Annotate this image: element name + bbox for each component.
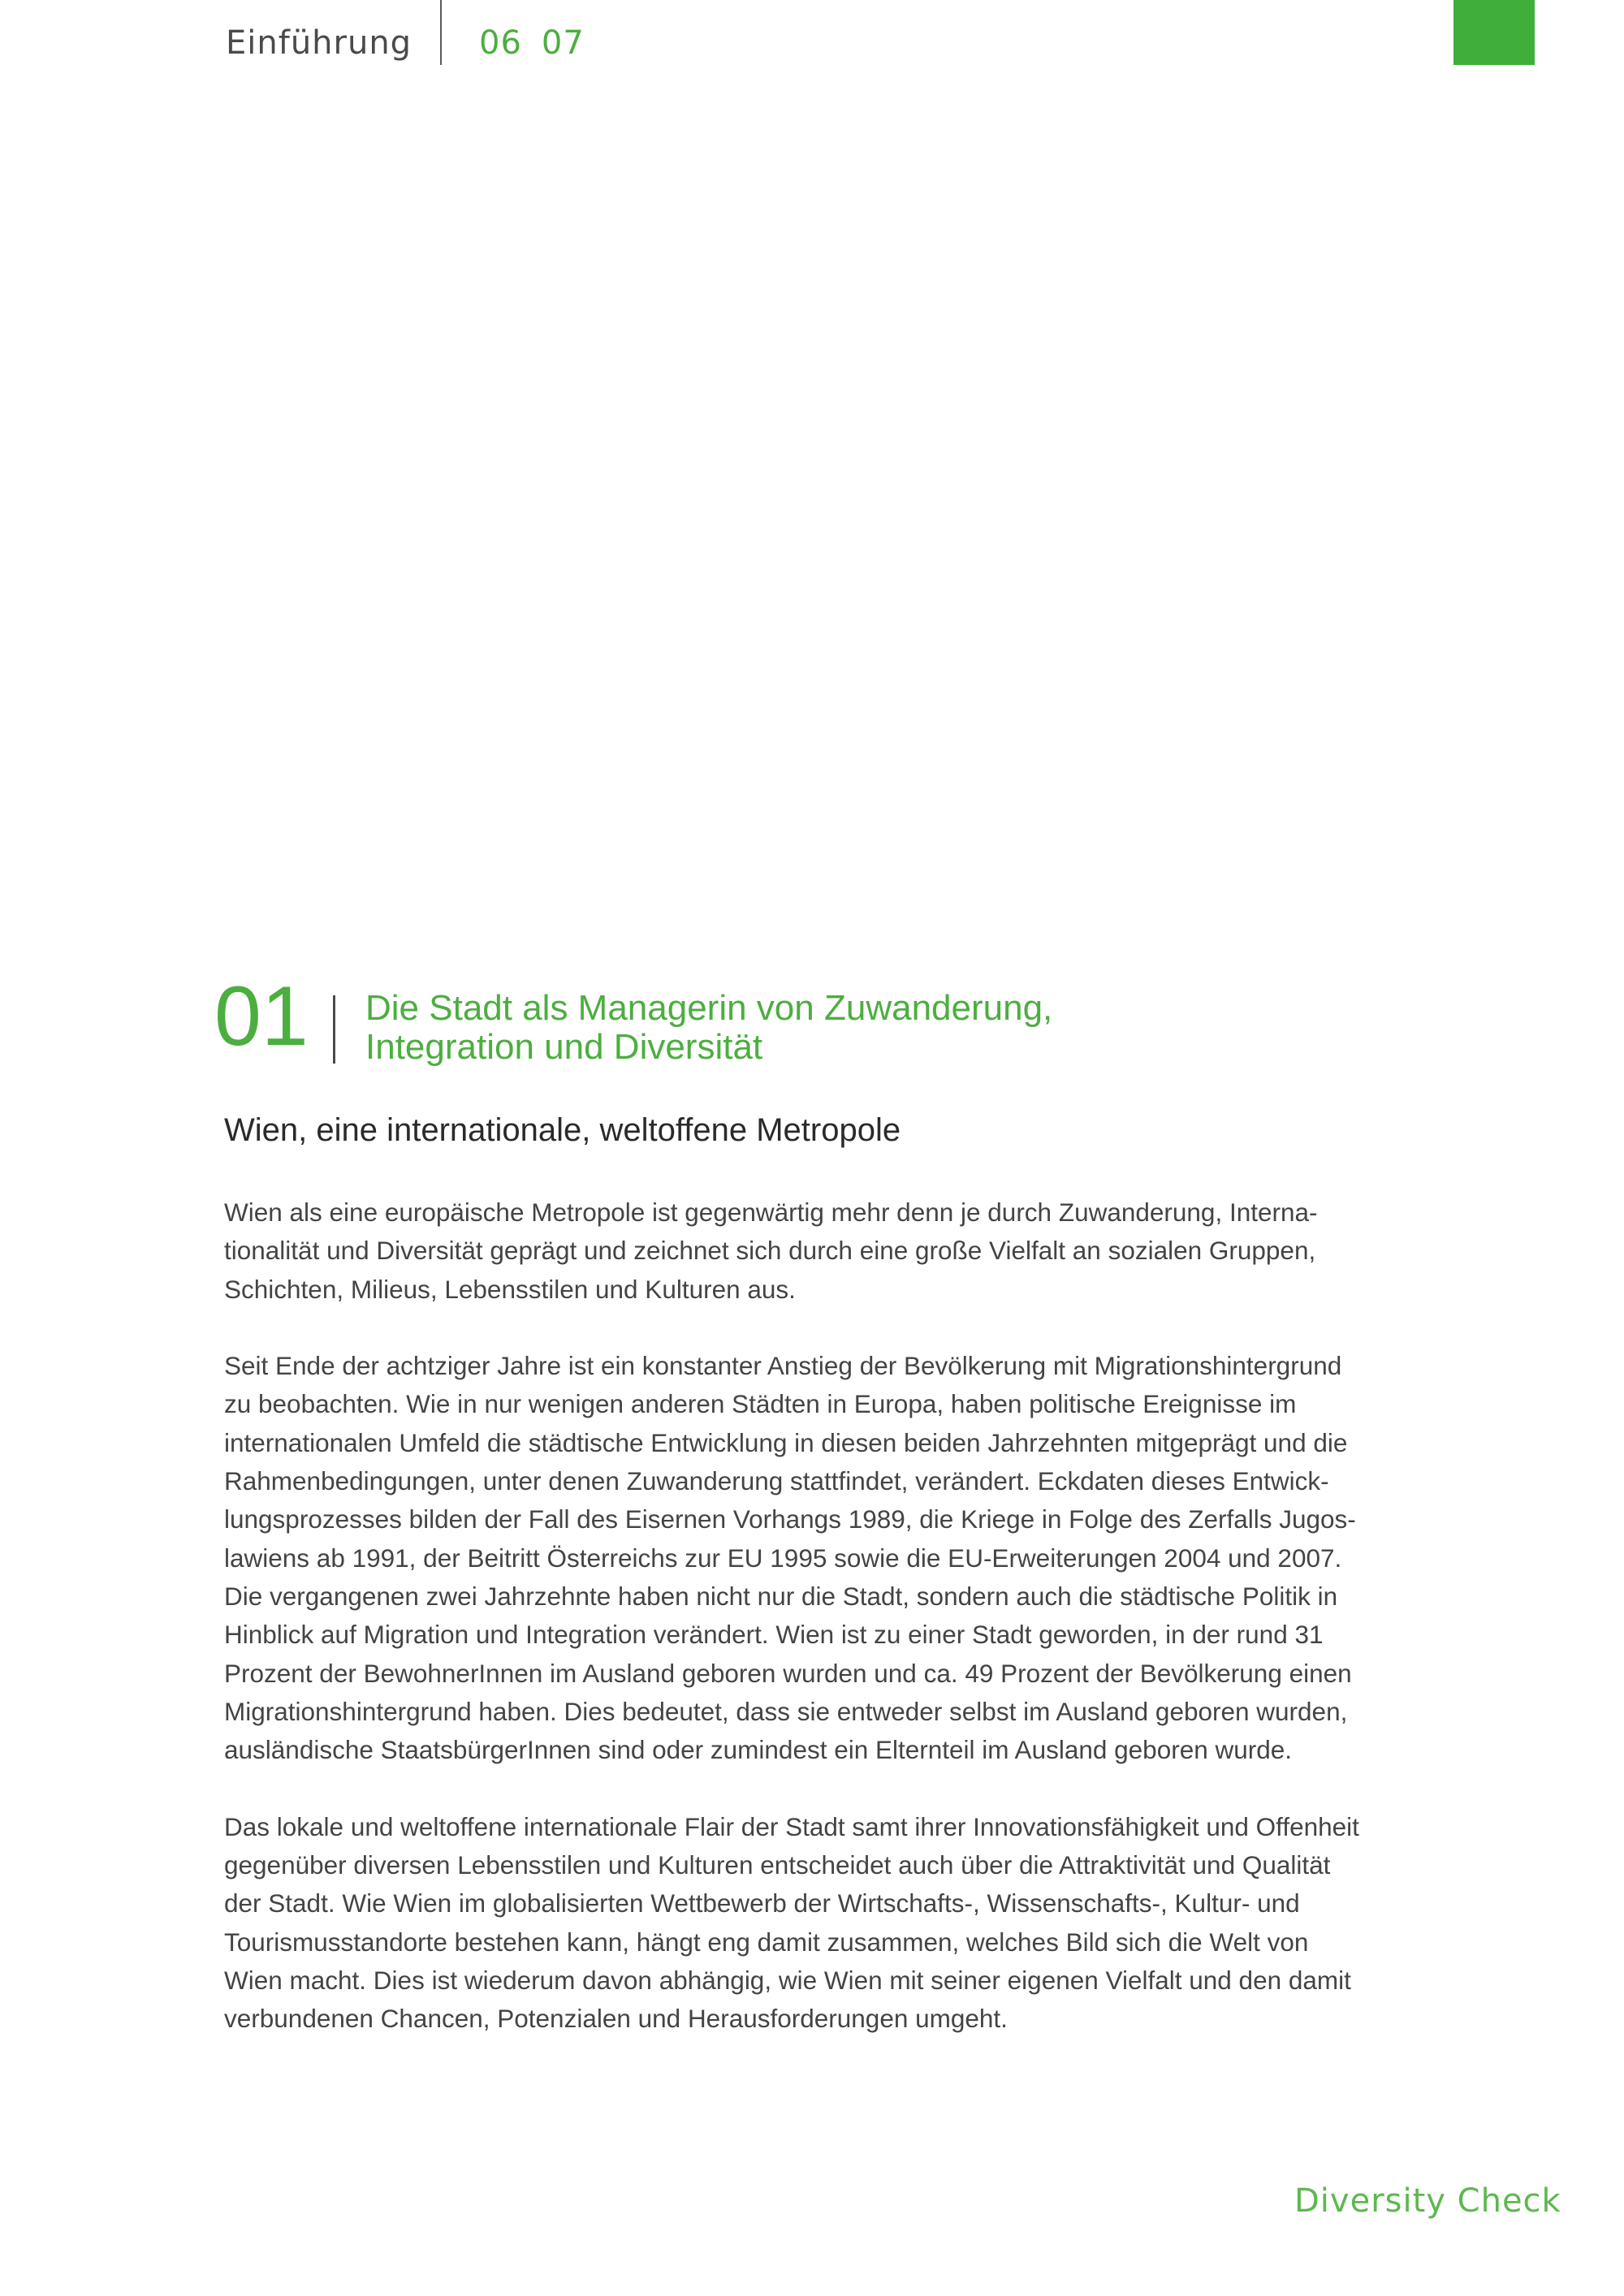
paragraph	[224, 1347, 1410, 1769]
text-line: Die vergangenen zwei Jahrzehnte haben nicht nur die Stadt, sondern auch die städtische Politik in	[224, 1581, 1338, 1611]
text-line: Prozent der BewohnerInnen im Ausland geboren wurden und ca. 49 Prozent der Bevölkerung einen	[224, 1658, 1352, 1688]
page-numbers	[479, 24, 585, 62]
header-divider	[440, 0, 442, 65]
chapter-title-line: Integration und Diversität	[365, 1027, 763, 1067]
text-line: lawiens ab 1991, der Beitritt Österreichs zur EU 1995 sowie die EU-Erweiterungen 2004 und 2007.	[224, 1543, 1342, 1573]
body-text	[224, 1193, 1410, 2077]
page-number-right: 07	[541, 24, 585, 62]
text-line: lungsprozesses bilden der Fall des Eisernen Vorhangs 1989, die Kriege in Folge des Zerfalls Jugos-	[224, 1504, 1356, 1534]
paragraph	[224, 1193, 1410, 1309]
section-title: Einführung	[226, 24, 412, 62]
footer-brand: Diversity Check	[1294, 2182, 1561, 2220]
paragraph	[224, 1808, 1410, 2039]
text-line: Seit Ende der achtziger Jahre ist ein konstanter Anstieg der Bevölkerung mit Migrationshintergrund	[224, 1351, 1342, 1381]
page-number-left: 06	[479, 24, 522, 62]
text-line: der Stadt. Wie Wien im globalisierten Wettbewerb der Wirtschafts-, Wissenschafts-, Kultur- und	[224, 1888, 1300, 1918]
text-line: Wien macht. Dies ist wiederum davon abhängig, wie Wien mit seiner eigenen Vielfalt und den damit	[224, 1965, 1351, 1995]
text-line: Rahmenbedingungen, unter denen Zuwanderung stattfindet, verändert. Eckdaten dieses Entwick-	[224, 1466, 1329, 1496]
text-line: Migrationshintergrund haben. Dies bedeutet, dass sie entweder selbst im Ausland geboren wurden,	[224, 1696, 1348, 1726]
section-subtitle: Wien, eine internationale, weltoffene Metropole	[224, 1112, 901, 1148]
text-line: Wien als eine europäische Metropole ist gegenwärtig mehr denn je durch Zuwanderung, Interna-	[224, 1198, 1318, 1227]
chapter-title	[365, 989, 1052, 1067]
text-line: zu beobachten. Wie in nur wenigen anderen Städten in Europa, haben politische Ereignisse im	[224, 1389, 1297, 1419]
text-line: Tourismusstandorte bestehen kann, hängt eng damit zusammen, welches Bild sich die Welt von	[224, 1927, 1309, 1957]
text-line: gegenüber diversen Lebensstilen und Kulturen entscheidet auch über die Attraktivität und Qualität	[224, 1850, 1331, 1880]
text-line: Schichten, Milieus, Lebensstilen und Kulturen aus.	[224, 1274, 796, 1304]
text-line: tionalität und Diversität geprägt und zeichnet sich durch eine große Vielfalt an sozialen Gruppen,	[224, 1236, 1316, 1266]
text-line: internationalen Umfeld die städtische Entwicklung in diesen beiden Jahrzehnten mitgeprägt und die	[224, 1427, 1348, 1457]
chapter-divider	[333, 995, 335, 1064]
text-line: verbundenen Chancen, Potenzialen und Herausforderungen umgeht.	[224, 2004, 1008, 2034]
chapter-title-line: Die Stadt als Managerin von Zuwanderung,	[365, 988, 1053, 1028]
corner-tab-marker	[1453, 0, 1535, 65]
text-line: ausländische StaatsbürgerInnen sind oder zumindest ein Elternteil im Ausland geboren wurde.	[224, 1735, 1293, 1765]
text-line: Das lokale und weltoffene internationale Flair der Stadt samt ihrer Innovationsfähigkeit und Offenheit	[224, 1811, 1359, 1841]
text-line: Hinblick auf Migration und Integration verändert. Wien ist zu einer Stadt geworden, in der rund 31	[224, 1620, 1324, 1650]
chapter-number: 01	[214, 969, 309, 1064]
